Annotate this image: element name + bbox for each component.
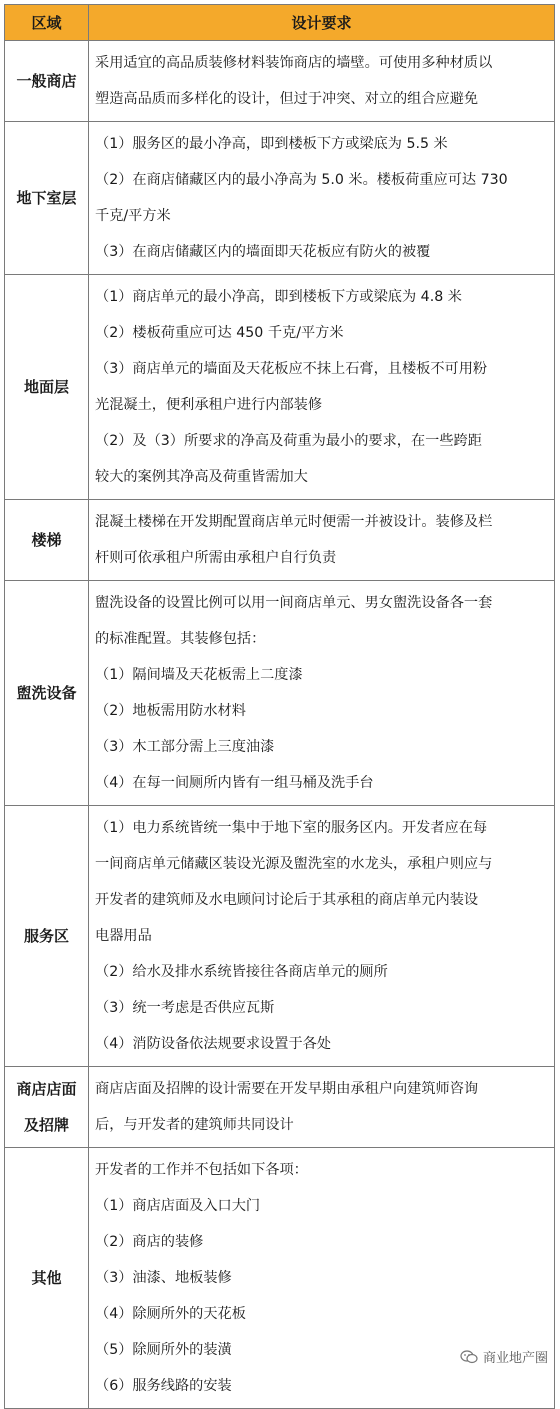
header-row [5, 5, 555, 41]
region-cell [5, 41, 89, 122]
requirement-line: （3）油漆、地板装修 [95, 1270, 232, 1286]
region-label: 一般商店 [16, 72, 77, 90]
design-requirements-table [4, 4, 555, 1409]
requirement-line: 光混凝土，便利承租户进行内部装修 [95, 397, 323, 413]
requirement-cell [89, 275, 555, 500]
table-row [5, 41, 555, 122]
requirement-line: 商店店面及招牌的设计需要在开发早期由承租户向建筑师咨询 [95, 1081, 479, 1097]
requirement-line: 开发者的建筑师及水电顾问讨论后于其承租的商店单元内装设 [95, 892, 479, 908]
requirement-line: 采用适宜的高品质装修材料装饰商店的墙壁。可使用多种材质以 [95, 55, 493, 71]
requirement-line: 塑造高品质而多样化的设计，但过于冲突、对立的组合应避免 [95, 91, 479, 107]
region-label: 地面层 [23, 378, 69, 396]
requirement-line: 的标准配置。其装修包括： [95, 631, 266, 647]
requirement-cell [89, 1148, 555, 1409]
requirement-line: （2）楼板荷重应可达 450 千克/平方米 [95, 325, 344, 341]
requirement-cell [89, 500, 555, 581]
requirement-line: （3）在商店储藏区内的墙面即天花板应有防火的被覆 [95, 244, 431, 260]
header-requirements: 设计要求 [89, 5, 555, 41]
requirement-line: （1）电力系统皆统一集中于地下室的服务区内。开发者应在每 [95, 820, 488, 836]
requirement-line: （4）消防设备依法规要求设置于各处 [95, 1036, 332, 1052]
requirement-cell [89, 581, 555, 806]
requirement-cell [89, 41, 555, 122]
requirement-line: 混凝土楼梯在开发期配置商店单元时便需一并被设计。装修及栏 [95, 514, 493, 530]
region-cell [5, 1067, 89, 1148]
requirement-line: 开发者的工作并不包括如下各项： [95, 1162, 308, 1178]
requirement-line: （2）地板需用防水材料 [95, 703, 246, 719]
requirement-line: 后，与开发者的建筑师共同设计 [95, 1117, 294, 1133]
requirement-line: （6）服务线路的安装 [95, 1378, 232, 1394]
table-row [5, 500, 555, 581]
requirement-line: 千克/平方米 [95, 208, 171, 224]
table-row [5, 1148, 555, 1409]
requirement-line: （4）在每一间厕所内皆有一组马桶及洗手台 [95, 775, 374, 791]
watermark [460, 1347, 548, 1366]
watermark-text: 商业地产圈 [482, 1351, 548, 1366]
table-row [5, 581, 555, 806]
requirement-line: 较大的案例其净高及荷重皆需加大 [95, 469, 308, 485]
requirement-line: （1）隔间墙及天花板需上二度漆 [95, 667, 303, 683]
requirement-line: （3）统一考虑是否供应瓦斯 [95, 1000, 275, 1016]
region-label: 其他 [31, 1269, 62, 1287]
requirement-line: （1）服务区的最小净高，即到楼板下方或梁底为 5.5 米 [95, 136, 448, 152]
requirement-line: （3）商店单元的墙面及天花板应不抹上石膏，且楼板不可用粉 [95, 361, 488, 377]
region-label: 楼梯 [31, 531, 62, 549]
wechat-icon [460, 1350, 478, 1364]
requirement-line: （2）商店的装修 [95, 1234, 204, 1250]
requirement-line: （1）商店单元的最小净高，即到楼板下方或梁底为 4.8 米 [95, 289, 462, 305]
requirement-cell [89, 1067, 555, 1148]
requirement-line: （1）商店店面及入口大门 [95, 1198, 261, 1214]
region-label: 及招牌 [23, 1116, 69, 1134]
table-row [5, 275, 555, 500]
requirement-cell [89, 122, 555, 275]
table-row [5, 1067, 555, 1148]
table-row [5, 806, 555, 1067]
requirement-line: （5）除厕所外的装潢 [95, 1342, 232, 1358]
region-cell [5, 1148, 89, 1409]
requirement-line: 电器用品 [95, 928, 152, 944]
region-cell [5, 122, 89, 275]
region-label: 商店店面 [16, 1080, 77, 1098]
region-label: 盥洗设备 [16, 684, 77, 702]
requirement-line: 一间商店单元储藏区装设光源及盥洗室的水龙头，承租户则应与 [95, 856, 493, 872]
region-cell [5, 581, 89, 806]
region-label: 地下室层 [16, 189, 77, 207]
region-label: 服务区 [23, 927, 69, 945]
requirement-line: 杆则可依承租户所需由承租户自行负责 [95, 550, 337, 566]
region-cell [5, 806, 89, 1067]
requirement-line: 盥洗设备的设置比例可以用一间商店单元、男女盥洗设备各一套 [95, 595, 493, 611]
table-row [5, 122, 555, 275]
requirement-line: （2）在商店储藏区内的最小净高为 5.0 米。楼板荷重应可达 730 [95, 172, 508, 188]
requirement-line: （2）给水及排水系统皆接往各商店单元的厕所 [95, 964, 388, 980]
requirement-line: （4）除厕所外的天花板 [95, 1306, 246, 1322]
requirement-line: （3）木工部分需上三度油漆 [95, 739, 275, 755]
region-cell [5, 500, 89, 581]
region-cell [5, 275, 89, 500]
requirement-line: （2）及（3）所要求的净高及荷重为最小的要求，在一些跨距 [95, 433, 482, 449]
header-region: 区域 [5, 5, 89, 41]
requirement-cell [89, 806, 555, 1067]
